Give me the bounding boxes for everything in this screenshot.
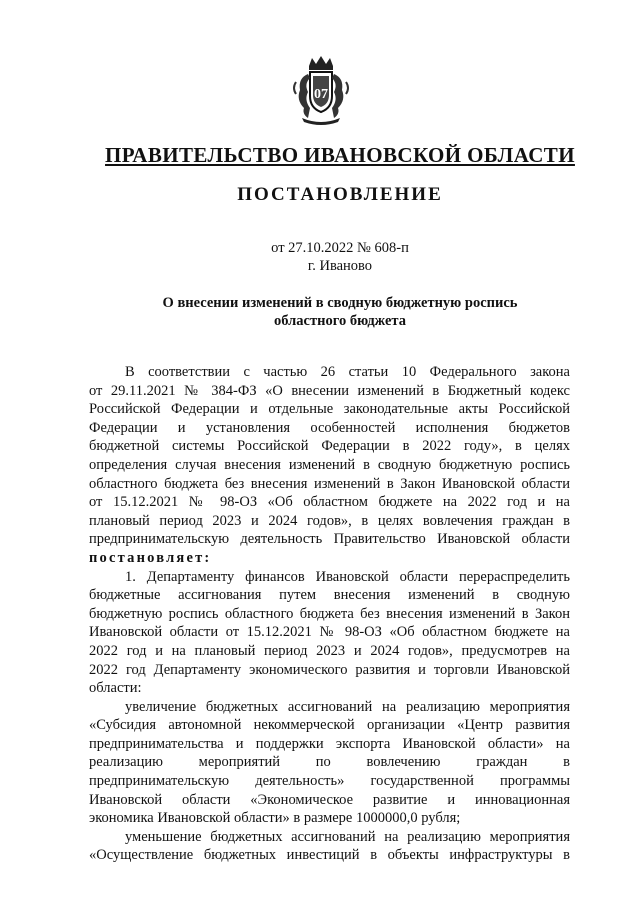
- ivanovo-coat-of-arms-icon: [292, 56, 350, 126]
- body-line: «Осуществление бюджетных инвестиций в объекты инфраструктуры в: [89, 847, 570, 864]
- body-line: 2022 год и на плановый период 2023 и 2024 годов», предусмотрев на: [89, 642, 570, 659]
- body-line: В соответствии с частью 26 статьи 10 Федерального закона: [125, 364, 570, 380]
- body-line: 2022 год Департаменту экономического развития и торговли Ивановской: [89, 661, 570, 678]
- document-type: ПОСТАНОВЛЕНИЕ: [237, 184, 443, 205]
- subject-line: О внесении изменений в сводную бюджетную роспись: [162, 295, 518, 311]
- date-number: от 27.10.2022 № 608-п: [271, 240, 409, 256]
- body-line: плановый период 2023 и 2024 годов», в целях вовлечения граждан в: [89, 512, 570, 529]
- body-line: экономика Ивановской области» в размере 1000000,0 рубля;: [89, 810, 461, 827]
- body-line: предпринимательскую деятельность» государственной программы: [89, 773, 570, 790]
- body-line: Ивановской области «Экономическое развитие и инновационная: [89, 791, 570, 808]
- resolution-keyword: постановляет:: [89, 549, 212, 566]
- subject-line: областного бюджета: [274, 313, 406, 329]
- document-subject: [60, 294, 620, 330]
- body-line: увеличение бюджетных ассигнований на реализацию мероприятия: [125, 698, 570, 715]
- body-line: «Субсидия автономной некоммерческой организации «Центр развития: [89, 717, 570, 734]
- body-line: уменьшение бюджетных ассигнований на реализацию мероприятия: [125, 828, 570, 845]
- body-line: от 29.11.2021 № 384-ФЗ «О внесении изменений в Бюджетный кодекс: [89, 382, 570, 399]
- body-line: Ивановской области от 15.12.2021 № 98-ОЗ «Об областном бюджете на: [89, 624, 570, 641]
- body-line: бюджетную роспись областного бюджета без внесения изменений в Закон: [89, 605, 570, 622]
- body-line: предпринимательскую деятельность Правительство Ивановской области: [89, 531, 570, 548]
- body-line: Российской Федерации и отдельные законодательные акты Российской: [89, 401, 570, 418]
- document-body: [89, 363, 570, 865]
- body-line: области:: [89, 680, 142, 697]
- body-line: бюджетные ассигнования путем внесения изменений в сводную: [89, 587, 570, 604]
- body-line: областного бюджета без внесения изменений в Закон Ивановской области: [89, 475, 570, 492]
- body-line: 1. Департаменту финансов Ивановской области перераспределить: [125, 568, 570, 585]
- body-line: реализацию мероприятий по вовлечению граждан в: [89, 754, 570, 771]
- body-line: определения случая внесения изменений в сводную бюджетную роспись: [89, 456, 570, 473]
- body-line: Федерации и установления особенностей исполнения бюджетов: [89, 419, 570, 436]
- organization-title: ПРАВИТЕЛЬСТВО ИВАНОВСКОЙ ОБЛАСТИ: [105, 143, 575, 167]
- body-line: от 15.12.2021 № 98-ОЗ «Об областном бюджете на 2022 год и на: [89, 494, 570, 511]
- city: г. Иваново: [307, 258, 373, 274]
- body-line: бюджетной системы Российской Федерации в 2022 году», в целях: [89, 438, 570, 455]
- body-line: предпринимательства и поддержки экспорта Ивановской области» на: [89, 735, 570, 752]
- svg-text:07: 07: [314, 87, 328, 102]
